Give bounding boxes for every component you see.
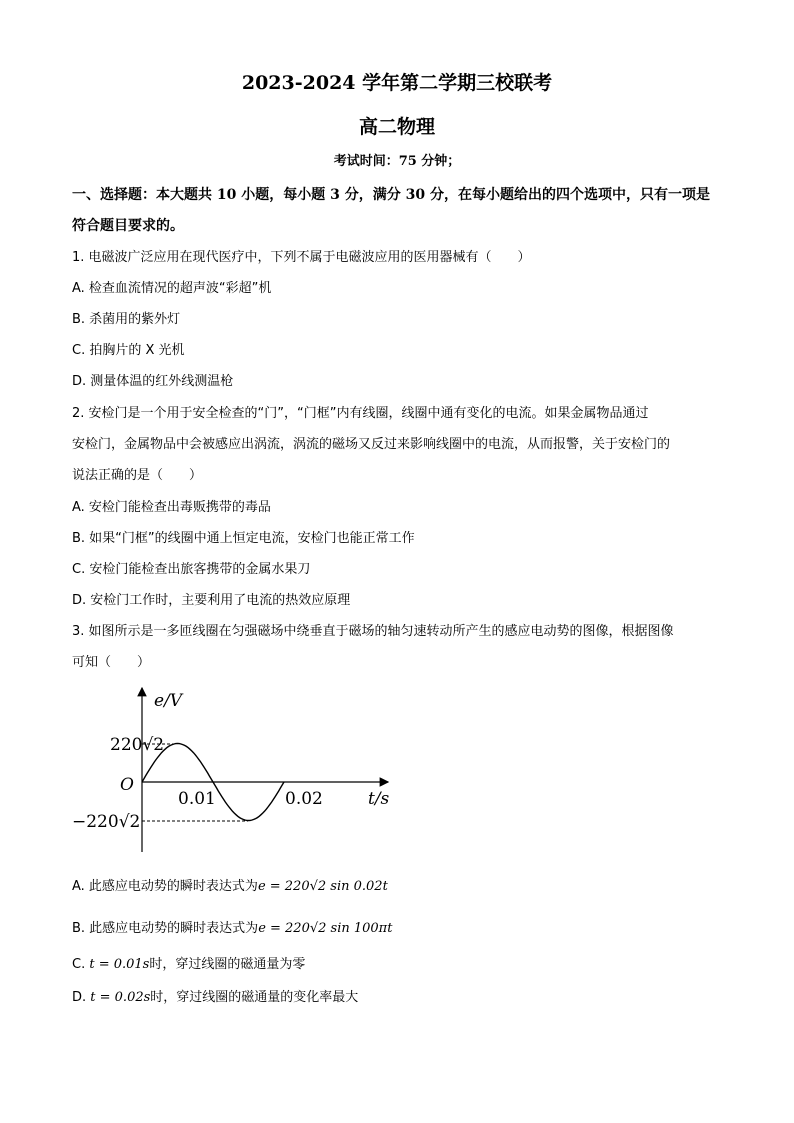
- q1-option-b: B. 杀菌用的紫外灯: [72, 312, 181, 327]
- q2-option-d: D. 安检门工作时，主要利用了电流的热效应原理: [72, 593, 351, 608]
- q3-option-d-formula: t = 0.02s: [90, 990, 151, 1005]
- q1-option-d: D. 测量体温的红外线测温枪: [72, 374, 234, 389]
- q3-option-d: D. t = 0.02s时，穿过线圈的磁通量的变化率最大: [72, 990, 359, 1005]
- q2-option-a: A. 安检门能检查出毒贩携带的毒品: [72, 500, 271, 515]
- origin-label: O: [120, 775, 134, 795]
- y-max-label: 220√2: [110, 735, 165, 755]
- q1-stem: 1. 电磁波广泛应用在现代医疗中，下列不属于电磁波应用的医用器械有（ ）: [72, 250, 531, 265]
- q2-option-b: B. 如果“门框”的线圈中通上恒定电流，安检门也能正常工作: [72, 531, 415, 546]
- y-axis-label: e/V: [154, 691, 183, 711]
- exam-time: 考试时间：75 分钟；: [333, 154, 461, 169]
- subject-title: 高二物理: [358, 116, 435, 138]
- q3-option-c: C. t = 0.01s时，穿过线圈的磁通量为零: [72, 957, 306, 972]
- q3-option-a: A. 此感应电动势的瞬时表达式为e = 220√2 sin 0.02t: [72, 879, 388, 894]
- q1-option-c: C. 拍胸片的 X 光机: [72, 343, 185, 358]
- q2-stem-line2: 安检门，金属物品中会被感应出涡流，涡流的磁场又反过来影响线圈中的电流，从而报警，关于安检门的: [72, 437, 671, 452]
- section-heading: 一、选择题：本大题共 10 小题，每小题 3 分，满分 30 分，在每小题给出的四个选项中，只有一项是符合题目要求的。: [72, 187, 710, 234]
- q3-option-a-formula: e = 220√2 sin 0.02t: [257, 879, 388, 894]
- y-min-label: −220√2: [72, 812, 141, 832]
- exam-title: 2023-2024 学年第二学期三校联考: [241, 72, 553, 94]
- x-tick-label-1: 0.01: [178, 789, 216, 809]
- q1-option-a: A. 检查血流情况的超声波“彩超”机: [72, 281, 272, 296]
- q3-option-c-formula: t = 0.01s: [89, 957, 150, 972]
- q3-stem-line1: 3. 如图所示是一多匝线圈在匀强磁场中绕垂直于磁场的轴匀速转动所产生的感应电动势的图像，根据图像: [72, 624, 674, 639]
- q2-option-c: C. 安检门能检查出旅客携带的金属水果刀: [72, 562, 311, 577]
- q2-stem-line3: 说法正确的是（ ）: [72, 468, 203, 483]
- q3-stem-line2: 可知（ ）: [72, 655, 151, 670]
- emf-graph: [70, 680, 400, 855]
- q2-stem-line1: 2. 安检门是一个用于安全检查的“门”，“门框”内有线圈，线圈中通有变化的电流。如果金属物品通过: [72, 406, 649, 421]
- q3-option-b-formula: e = 220√2 sin 100πt: [258, 921, 393, 936]
- x-axis-label: t/s: [368, 789, 390, 809]
- q3-option-b: B. 此感应电动势的瞬时表达式为e = 220√2 sin 100πt: [72, 921, 393, 936]
- x-tick-label-2: 0.02: [285, 789, 323, 809]
